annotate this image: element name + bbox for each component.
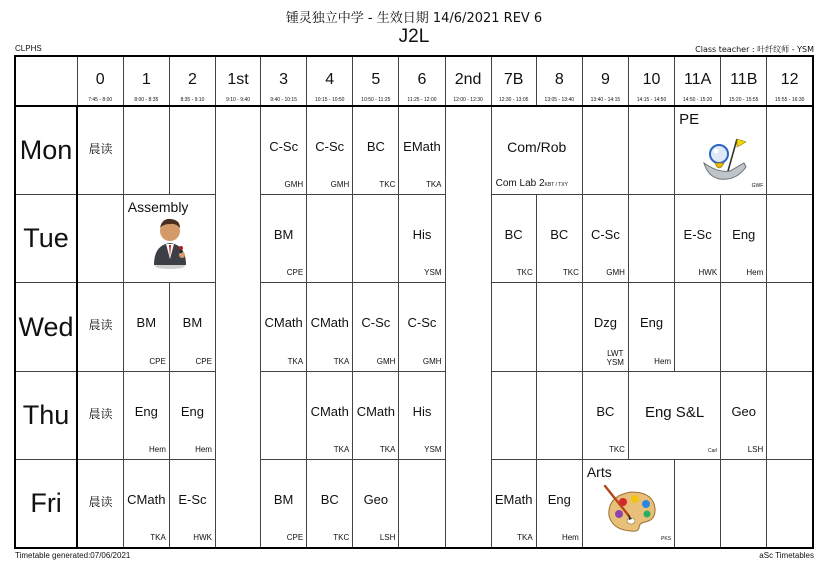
period-header (536, 56, 582, 106)
lesson-subject: Geo (363, 492, 389, 508)
lesson-subject: BM (182, 315, 203, 331)
period-time: 9:10 - 9:40 (226, 97, 250, 104)
lesson-subject: Com/Rob (507, 139, 567, 156)
school-code: CLPHS (15, 44, 42, 53)
lesson-subject: CMath (264, 315, 303, 331)
period-header (767, 56, 813, 106)
lesson-subject: BM (273, 227, 294, 243)
lesson-cell (536, 460, 582, 548)
lesson-teacher: LSH (379, 533, 396, 542)
lesson-teacher: TKA (425, 180, 442, 190)
period-time: 8:00 - 8:35 (134, 97, 159, 104)
lesson-subject: C-Sc (269, 139, 299, 155)
lesson-cell (399, 195, 445, 283)
lesson-teacher: TKA (379, 445, 396, 455)
lesson-cell (169, 283, 215, 371)
period-time: 10:50 - 11:25 (361, 97, 391, 104)
lesson-teacher: TKA (333, 445, 350, 455)
generated-note: Timetable generated:07/06/2021 (15, 551, 131, 560)
lesson-subject: BC (550, 227, 569, 243)
lesson-cell (353, 460, 399, 548)
empty-cell (399, 460, 445, 548)
lesson-subject: His (412, 403, 432, 419)
break-column (215, 106, 260, 548)
period-number: 11A (683, 71, 712, 88)
lesson-subject: BM (136, 315, 157, 331)
period-number: 2 (187, 71, 197, 88)
period-header (445, 56, 491, 106)
golf-icon (700, 133, 750, 183)
lesson-cell (675, 106, 767, 194)
lesson-cell (628, 371, 720, 459)
empty-cell (261, 371, 307, 459)
lesson-cell (123, 460, 169, 548)
period-time: 12:30 - 13:05 (498, 97, 529, 104)
empty-cell (491, 371, 536, 459)
lesson-subject: CMath (356, 403, 395, 419)
lesson-subject: Eng (732, 227, 756, 243)
lesson-subject: His (412, 227, 432, 243)
period-number: 2nd (454, 71, 482, 88)
lesson-cell (261, 460, 307, 548)
period-number: 8 (554, 71, 564, 88)
lesson-cell (261, 195, 307, 283)
period-header (582, 56, 628, 106)
empty-cell (123, 106, 169, 194)
empty-cell (77, 195, 123, 283)
lesson-cell (307, 460, 353, 548)
lesson-teacher: TKC (608, 445, 625, 455)
day-row-mon (15, 106, 813, 194)
lesson-teacher (607, 349, 624, 367)
lesson-subject: CMath (310, 315, 349, 331)
period-time: 13:05 - 13:40 (544, 97, 575, 104)
period-number: 1st (227, 71, 249, 88)
lesson-subject: Eng (134, 403, 158, 419)
lesson-subject: Eng (639, 315, 664, 331)
lesson-subject: 晨读 (88, 495, 113, 510)
period-number: 4 (325, 71, 335, 88)
lesson-teacher: TKA (287, 356, 304, 366)
period-time: 12:00 - 12:30 (453, 97, 483, 104)
day-row-thu (15, 371, 813, 459)
lesson-cell (536, 195, 582, 283)
lesson-subject: BC (320, 492, 339, 508)
lesson-teacher: TKA (517, 533, 533, 542)
lesson-cell (628, 283, 674, 371)
empty-cell (536, 283, 582, 371)
lesson-teacher: CPE (195, 356, 212, 366)
lesson-subject: EMath (403, 139, 441, 155)
lesson-teacher: CPE (286, 268, 304, 278)
lesson-cell (307, 371, 353, 459)
day-label: Mon (15, 106, 77, 194)
lesson-cell (261, 106, 307, 194)
lesson-cell (582, 460, 674, 548)
lesson-teacher: GMH (606, 268, 625, 278)
period-header (721, 56, 767, 106)
class-teacher: Class teacher : 叶纤纹师 - YSM (695, 45, 814, 54)
lesson-cell (399, 371, 445, 459)
lesson-teacher: CPE (149, 356, 166, 366)
lesson-cell (77, 283, 123, 371)
period-header (628, 56, 674, 106)
lesson-teacher: LSH (747, 445, 764, 455)
period-number: 10 (642, 71, 661, 88)
lesson-teacher: GMH (376, 356, 396, 366)
teacher-line: LWT (607, 348, 624, 358)
period-header (261, 56, 307, 106)
lesson-cell (77, 106, 123, 194)
lesson-teacher: HWK (698, 268, 718, 278)
empty-cell (675, 283, 721, 371)
period-number: 5 (371, 71, 381, 88)
lesson-subject: 晨读 (88, 318, 113, 333)
break-column (445, 106, 491, 548)
lesson-subject: CMath (310, 403, 349, 419)
lesson-teacher: Hem (561, 533, 579, 542)
lesson-cell (353, 371, 399, 459)
period-header (491, 56, 536, 106)
empty-cell (491, 283, 536, 371)
empty-cell (536, 371, 582, 459)
empty-cell (721, 460, 767, 548)
lesson-subject: BM (273, 492, 294, 508)
lesson-cell (307, 283, 353, 371)
day-row-tue (15, 195, 813, 283)
period-time: 10:15 - 10:50 (315, 97, 345, 104)
period-header (77, 56, 123, 106)
lesson-subject: C-Sc (361, 315, 391, 331)
day-label: Fri (15, 460, 77, 548)
period-time: 14:50 - 15:20 (682, 97, 713, 104)
lesson-cell (491, 106, 582, 194)
lesson-subject: Eng (180, 403, 204, 419)
period-time: 15:20 - 15:55 (728, 97, 759, 104)
lesson-subject: BC (366, 139, 385, 155)
lesson-subject: C-Sc (407, 315, 437, 331)
lesson-cell (123, 371, 169, 459)
lesson-cell (123, 283, 169, 371)
period-time: 13:40 - 14:15 (590, 97, 621, 104)
period-time: 11:25 - 12:00 (407, 97, 437, 104)
lesson-subject: 晨读 (88, 406, 113, 421)
lesson-subject: EMath (494, 492, 533, 508)
lesson-teacher: Hem (195, 445, 212, 455)
empty-cell (767, 283, 813, 371)
brand-note: aSc Timetables (759, 551, 814, 560)
speaker-icon (146, 215, 194, 269)
lesson-cell (77, 460, 123, 548)
lesson-subject: Eng (547, 492, 571, 508)
lesson-subject: CMath (127, 492, 166, 508)
empty-cell (307, 195, 353, 283)
lesson-teacher: Hem (654, 356, 672, 366)
empty-cell (767, 460, 813, 548)
lesson-teacher: TKC (516, 268, 533, 278)
lesson-teacher: GMH (330, 180, 350, 190)
empty-cell (675, 460, 721, 548)
empty-cell (628, 106, 674, 194)
empty-cell (628, 195, 674, 283)
period-time: 7:45 - 8:00 (88, 97, 113, 104)
lesson-subject: Eng S&L (644, 403, 705, 421)
empty-cell (767, 195, 813, 283)
empty-cell (767, 106, 813, 194)
lesson-cell (582, 283, 628, 371)
lesson-cell (399, 283, 445, 371)
empty-cell (721, 283, 767, 371)
period-number: 6 (417, 71, 427, 88)
lesson-subject: 晨读 (88, 142, 113, 157)
day-row-fri (15, 460, 813, 548)
empty-cell (767, 371, 813, 459)
timetable-grid (14, 55, 814, 549)
period-number: 12 (780, 71, 799, 88)
period-number: 3 (279, 71, 289, 88)
period-time: 8:35 - 9:10 (180, 97, 205, 104)
lesson-cell (77, 371, 123, 459)
lesson-cell (307, 106, 353, 194)
lesson-teacher: TKC (562, 268, 579, 278)
lesson-teacher: Carl (708, 448, 718, 455)
day-label: Thu (15, 371, 77, 459)
lesson-cell (261, 283, 307, 371)
lesson-cell (582, 371, 628, 459)
period-header-row (15, 56, 813, 106)
lesson-subject: C-Sc (590, 227, 620, 243)
lesson-subject: E-Sc (178, 492, 207, 508)
lesson-room (496, 178, 568, 189)
lesson-teacher: CPE (286, 533, 304, 542)
lesson-cell (675, 195, 721, 283)
lesson-teacher: TKA (333, 356, 350, 366)
palette-icon (601, 484, 659, 534)
corner-cell (15, 56, 77, 106)
teacher-line: YSM (606, 357, 624, 367)
period-header (399, 56, 445, 106)
lesson-cell (169, 371, 215, 459)
period-header (675, 56, 721, 106)
lesson-cell (491, 195, 536, 283)
lesson-subject: BC (596, 403, 615, 419)
lesson-subject: PE (679, 111, 700, 129)
period-header (123, 56, 169, 106)
period-number: 1 (141, 71, 151, 88)
lesson-teacher: GWF (751, 183, 764, 190)
period-header (307, 56, 353, 106)
lesson-subject: Arts (586, 464, 612, 481)
lesson-subject: Geo (731, 403, 757, 419)
day-label: Tue (15, 195, 77, 283)
period-number: 11B (730, 71, 758, 88)
lesson-subject: E-Sc (683, 227, 712, 243)
lesson-cell (721, 195, 767, 283)
empty-cell (582, 106, 628, 194)
period-time: 9:40 - 10:15 (270, 97, 297, 104)
lesson-cell (353, 283, 399, 371)
lesson-cell (399, 106, 445, 194)
lesson-cell (353, 106, 399, 194)
period-header (169, 56, 215, 106)
period-header (215, 56, 260, 106)
lesson-teacher: PKS (661, 536, 672, 542)
lesson-teacher: Hem (746, 268, 764, 278)
lesson-cell (169, 460, 215, 548)
period-time: 15:55 - 16:30 (774, 97, 805, 104)
lesson-teacher: GMH (422, 356, 442, 366)
day-label: Wed (15, 283, 77, 371)
lesson-teacher: Hem (148, 445, 166, 455)
lesson-cell (123, 195, 215, 283)
lesson-teacher: GMH (284, 180, 304, 190)
lesson-subject: Dzg (593, 315, 617, 331)
room-teachers: KBT / TXY (544, 182, 568, 189)
period-number: 0 (95, 71, 105, 88)
lesson-subject: Assembly (127, 199, 189, 216)
period-number: 7B (503, 71, 524, 88)
class-name-title: J2L (398, 26, 430, 47)
lesson-cell (721, 371, 767, 459)
lesson-teacher: TKC (333, 533, 350, 542)
lesson-cell (582, 195, 628, 283)
lesson-teacher: YSM (424, 445, 442, 455)
lesson-subject: C-Sc (315, 139, 345, 155)
empty-cell (169, 106, 215, 194)
lesson-teacher: TKA (150, 533, 166, 542)
lesson-teacher: TKC (379, 180, 396, 190)
lesson-teacher: YSM (424, 268, 442, 278)
period-header (353, 56, 399, 106)
room-name: Com Lab 2 (495, 178, 545, 190)
day-row-wed (15, 283, 813, 371)
timetable-header-line: 锺灵独立中学 - 生效日期 14/6/2021 REV 6 (285, 11, 543, 26)
period-time: 14:15 - 14:50 (636, 97, 667, 104)
lesson-teacher: HWK (193, 533, 212, 542)
lesson-cell (491, 460, 536, 548)
empty-cell (353, 195, 399, 283)
period-number: 9 (600, 71, 610, 88)
lesson-subject: BC (504, 227, 523, 243)
